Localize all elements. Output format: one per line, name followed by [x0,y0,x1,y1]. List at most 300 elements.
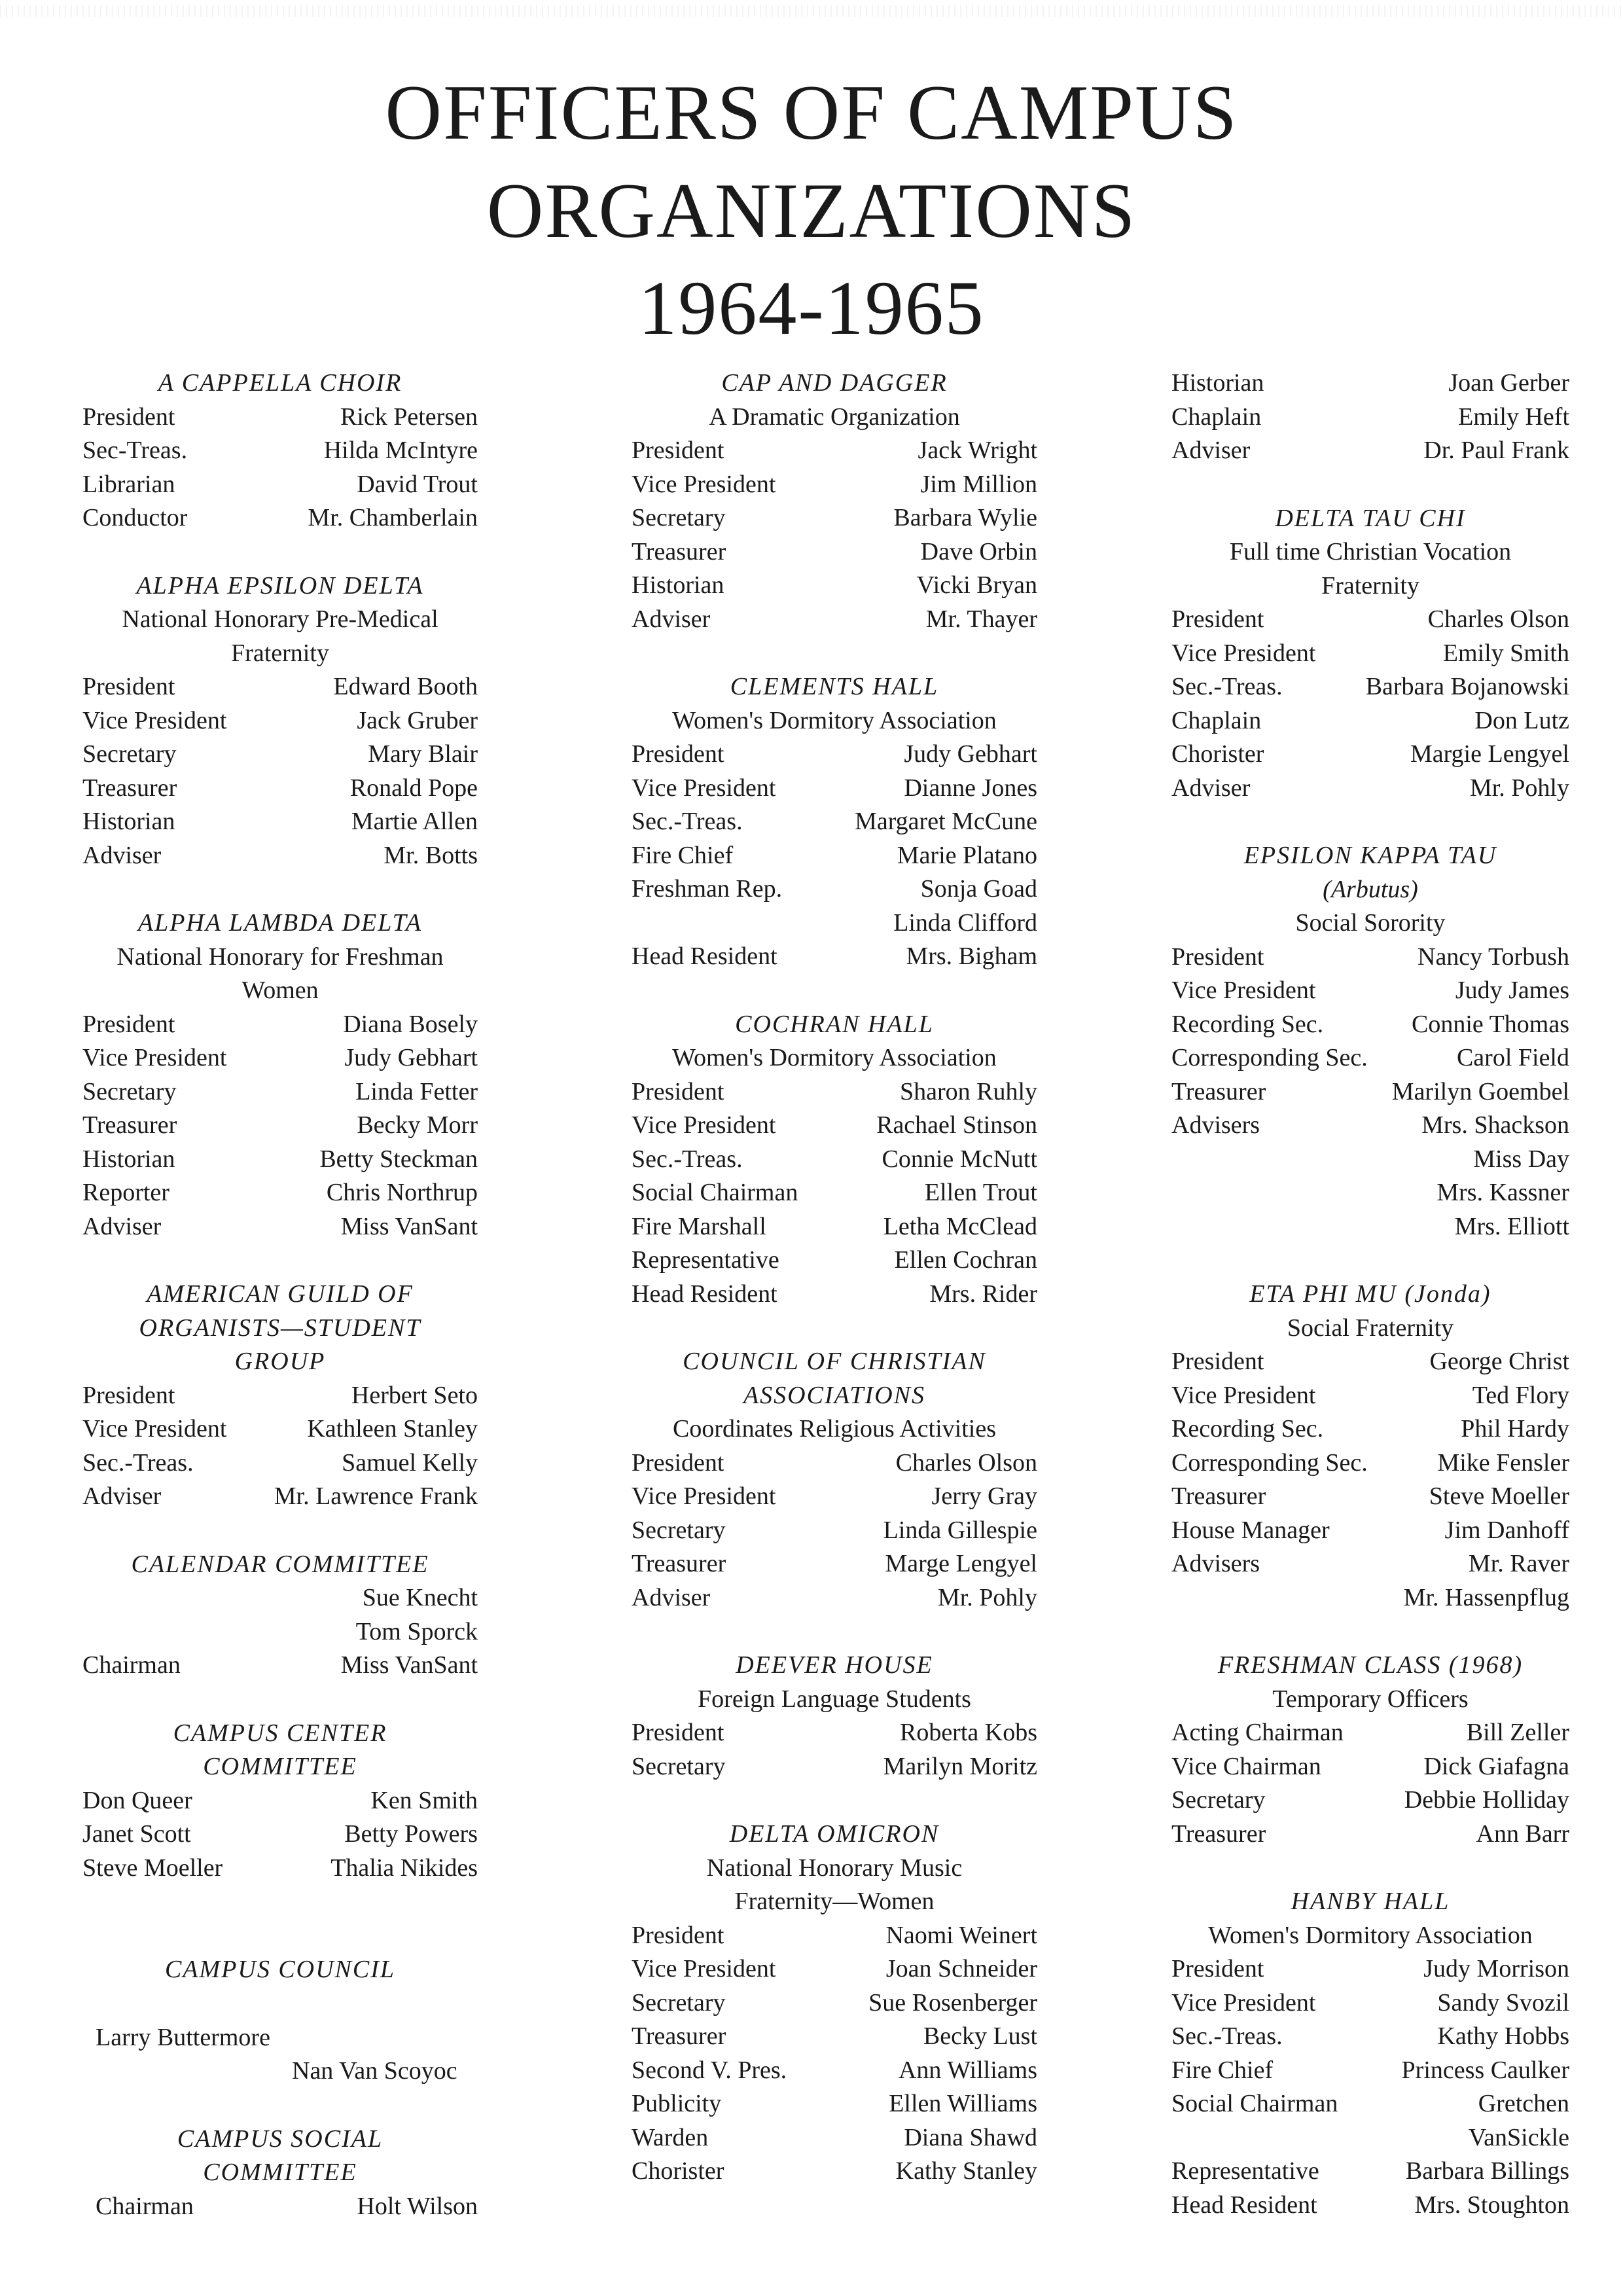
officer-row [82,1615,478,1649]
officer-role: Adviser [632,605,711,633]
org-description: Fraternity [1321,571,1419,600]
officer-row [1171,1143,1569,1177]
officer-role: President [82,673,175,700]
officer-name: Barbara Billings [1405,2157,1569,2185]
officer-name: Betty Powers [344,1820,478,1848]
officer-row [632,1446,1037,1480]
org-campus-center-committee [82,1717,478,1886]
org-campus-council [82,1953,478,2089]
officer-name: Marie Platano [897,841,1037,869]
org-description: National Honorary Pre-Medical [122,605,438,633]
officer-name: Ann Barr [1476,1820,1569,1848]
org-heading: ORGANISTS—STUDENT [139,1314,421,1342]
member-name: Larry Buttermore [96,2023,270,2051]
officer-role: Adviser [1171,437,1251,464]
officer-row [632,1547,1037,1581]
officer-name: Joan Gerber [1448,369,1569,397]
officer-row [1171,637,1569,671]
officer-row [632,1244,1037,1278]
officer-row [632,1581,1037,1615]
officer-role: Treasurer [632,1550,726,1577]
officer-name: Betty Steckman [319,1145,478,1173]
officer-name: VanSickle [1468,2123,1569,2151]
officer-name: Rachael Stinson [876,1111,1037,1139]
org-alpha-epsilon-delta [82,569,478,873]
officer-row [82,468,478,502]
page-title-line1: OFFICERS OF CAMPUS [385,69,1238,156]
officer-role: Treasurer [1171,1820,1266,1848]
officer-name: Holt Wilson [357,2192,478,2220]
officer-role: Sec.-Treas. [1171,2022,1283,2050]
officer-role: Acting Chairman [1171,1719,1344,1746]
officer-row [632,1750,1037,1784]
page-title-line2: ORGANIZATIONS [486,167,1137,254]
org-cap-and-dagger [632,367,1037,636]
scan-artifact [0,5,1623,17]
officer-role: President [82,1381,175,1409]
org-description: Women's Dormitory Association [672,1044,997,1071]
officer-role: Representative [632,1246,779,1274]
org-delta-omicron [632,1818,1037,2189]
org-eta-phi-mu [1171,1278,1569,1615]
officer-name: Rick Petersen [340,403,478,431]
officer-role: Chaplain [1171,403,1262,431]
officer-role: Vice President [1171,1988,1316,2017]
officer-name: Ellen Cochran [894,1246,1037,1274]
officer-role: Recording Sec. [1171,1010,1324,1038]
officer-name: Samuel Kelly [342,1448,478,1477]
officer-role: Vice President [82,1044,227,1071]
officer-row [632,2121,1037,2155]
officer-role: Adviser [632,1583,711,1611]
officer-row [632,1952,1037,1986]
officer-row [82,1412,478,1446]
officer-role: Head Resident [632,1280,777,1308]
org-heading: CAMPUS CENTER [173,1719,387,1747]
officer-row [1171,670,1569,704]
officer-row [82,1176,478,1210]
officer-role: Advisers [1171,1111,1260,1139]
officer-name: Kathy Stanley [895,2157,1037,2185]
officer-row [1171,1210,1569,1244]
officer-role: Historian [82,1145,175,1173]
officer-row [82,1210,478,1244]
org-freshman-class [1171,1649,1569,1851]
officer-name: Dianne Jones [904,774,1037,802]
org-description: Women's Dormitory Association [672,706,997,734]
officer-row [1171,974,1569,1008]
officer-role: Representative [1171,2157,1319,2185]
officer-name: Mr. Hassenpflug [1403,1583,1569,1611]
officer-role: Fire Chief [1171,2056,1274,2084]
officer-name: Mary Blair [368,740,478,768]
officer-row [82,1581,478,1615]
officer-row [632,940,1037,974]
org-heading: A CAPPELLA CHOIR [158,369,402,397]
officer-row [1171,1986,1569,2020]
officer-role: Sec.-Treas. [82,1448,194,1477]
officer-name: Sonja Goad [920,875,1037,903]
officer-name: Sue Knecht [362,1584,478,1611]
officer-role: Fire Marshall [632,1212,766,1240]
officer-role: Corresponding Sec. [1171,1448,1368,1477]
officer-role: Adviser [82,1482,162,1510]
org-description: Fraternity—Women [734,1888,935,1915]
officer-row [1171,2189,1569,2223]
org-description: Social Fraternity [1287,1314,1454,1342]
officer-role: Advisers [1171,1550,1260,1577]
officer-role: Historian [1171,369,1264,397]
officer-role: Librarian [82,470,175,498]
officer-name: Diana Shawd [904,2123,1037,2151]
officer-row [1171,434,1569,468]
officer-name: Becky Morr [357,1111,478,1139]
org-heading: FRESHMAN CLASS (1968) [1217,1651,1524,1679]
officer-name: Bill Zeller [1466,1719,1569,1746]
officer-name: Thalia Nikides [330,1854,478,1882]
officer-role: Treasurer [82,1111,177,1139]
officer-name: Kathy Hobbs [1437,2022,1569,2050]
officer-row [82,1649,478,1683]
officer-row [82,772,478,806]
org-heading: CALENDAR COMMITTEE [131,1550,429,1578]
officer-role: Chairman [96,2192,194,2220]
officer-row [632,1143,1037,1177]
org-alpha-lambda-delta [82,906,478,1244]
officer-name: Mr. Lawrence Frank [274,1482,478,1510]
officer-row [1171,1041,1569,1075]
org-description: A Dramatic Organization [709,403,960,431]
org-clements-hall [632,670,1037,974]
org-description: Women [241,977,319,1004]
officer-name: Judy Gebhart [344,1044,478,1071]
officer-role: Vice Chairman [1171,1752,1321,1780]
officer-row [632,1210,1037,1244]
officer-name: Naomi Weinert [885,1921,1037,1949]
officer-row [632,603,1037,637]
officer-row [1171,1446,1569,1480]
officer-name: Linda Fetter [355,1077,478,1105]
officer-name: Letha McClead [883,1212,1037,1240]
officer-name: Marilyn Goembel [1391,1077,1569,1105]
officer-role: Chairman [82,1651,181,1679]
officer-row [82,1143,478,1177]
officer-name: Dick Giafagna [1423,1752,1569,1780]
officer-name: Emily Heft [1458,403,1569,431]
officer-name: Linda Gillespie [883,1516,1037,1544]
officer-role: Treasurer [1171,1077,1266,1105]
officer-name: Linda Clifford [893,908,1037,937]
officer-row [632,434,1037,468]
officer-row [1171,772,1569,806]
officer-row [1171,1952,1569,1986]
officer-name: Gretchen [1478,2090,1569,2117]
officer-name: Charles Olson [895,1448,1037,1477]
officer-row [1171,1176,1569,1210]
officer-role: Sec.-Treas. [632,1145,743,1173]
officer-row [1171,1547,1569,1581]
officer-name: Jerry Gray [931,1482,1037,1510]
officer-name: Mrs. Bigham [906,942,1037,970]
officer-row [632,1514,1037,1548]
org-heading: DEEVER HOUSE [736,1651,933,1679]
officer-role: Sec.-Treas. [1171,673,1283,700]
officer-row [82,1041,478,1075]
officer-role: President [1171,1955,1264,1982]
officer-name: Emily Smith [1442,639,1569,667]
officer-role: Chorister [632,2157,724,2185]
officer-role: Vice President [632,1482,776,1510]
officer-row [1171,367,1569,401]
officer-role: Social Chairman [632,1179,798,1206]
officer-row [82,1075,478,1109]
column-1 [82,367,478,2257]
officer-name: Martie Allen [351,808,478,835]
officer-name: Mr. Botts [383,841,478,869]
officer-row [1171,1379,1569,1413]
officer-row [1171,1750,1569,1784]
officer-role: Vice President [632,1111,776,1139]
org-description: Women's Dormitory Association [1208,1921,1533,1949]
org-delta-omicron-continued [1171,367,1569,468]
org-calendar-committee [82,1548,478,1683]
officer-role: Treasurer [632,537,726,565]
column-3 [1171,367,1569,2256]
officer-role: Secretary [632,1988,726,2017]
officer-role: Vice President [82,1415,227,1443]
officer-role: Social Chairman [1171,2090,1338,2117]
org-description: Fraternity [231,639,329,667]
officer-row [1171,738,1569,772]
officer-row [632,805,1037,839]
officer-role: Treasurer [1171,1482,1266,1510]
officer-row [632,569,1037,603]
org-heading: ASSOCIATIONS [743,1381,926,1409]
officer-name: Mrs. Rider [929,1280,1037,1308]
column-2 [632,367,1037,2223]
org-council-of-christian-associations [632,1345,1037,1615]
officer-row [632,2155,1037,2189]
officer-name: Connie McNutt [882,1145,1037,1173]
org-description: Temporary Officers [1272,1685,1469,1713]
officer-row [82,501,478,535]
member-name: Nan Van Scoyoc [292,2057,457,2085]
officer-name: Judy James [1455,977,1569,1004]
officer-row [82,1379,478,1413]
officer-role: Recording Sec. [1171,1415,1324,1443]
officer-role: President [632,437,724,464]
officer-row [1171,1075,1569,1109]
officer-row [82,805,478,839]
officer-role: Janet Scott [82,1820,191,1848]
officer-role: President [632,740,724,768]
officer-role: Vice President [632,774,776,802]
officer-row [1171,1716,1569,1750]
officer-name: Miss Day [1473,1145,1569,1173]
officer-row [82,839,478,873]
officer-role: President [632,1719,724,1746]
org-heading: COMMITTEE [203,1753,357,1780]
org-american-guild-of-organists [82,1278,478,1514]
officer-role: Chaplain [1171,706,1262,734]
officer-name: Mrs. Stoughton [1414,2191,1569,2219]
officer-name: Connie Thomas [1411,1010,1569,1038]
officer-name: Jim Million [920,470,1037,498]
officer-row [632,468,1037,502]
officer-role: Secretary [632,1752,726,1780]
officer-name: Ken Smith [370,1786,478,1814]
org-alias: (Arbutus) [1323,875,1418,903]
officer-row [1171,2054,1569,2088]
officer-role: Historian [632,571,724,599]
officer-role: Steve Moeller [82,1854,223,1882]
officer-name: Princess Caulker [1401,2056,1569,2084]
org-heading: COUNCIL OF CHRISTIAN [683,1348,986,1375]
officer-row [82,1784,478,1818]
officer-role: Chorister [1171,740,1264,768]
officer-row [82,670,478,704]
officer-role: Secretary [82,1077,177,1105]
org-description: Coordinates Religious Activities [673,1415,996,1443]
org-hanby-hall [1171,1885,1569,2222]
officer-role: Adviser [82,841,162,869]
officer-role: Sec-Treas. [82,437,188,464]
org-heading: CAP AND DAGGER [721,369,948,397]
officer-row [632,738,1037,772]
officer-role: President [82,403,175,431]
officer-name: Don Lutz [1474,706,1569,734]
officer-row [82,1109,478,1143]
officer-row [1171,941,1569,975]
officer-name: Ellen Trout [924,1179,1037,1206]
officer-name: Mrs. Shackson [1421,1111,1569,1139]
officer-row [1171,1412,1569,1446]
officer-role: Adviser [1171,774,1251,802]
officer-name: Ronald Pope [349,774,478,802]
officer-role: President [1171,942,1264,971]
officer-role: Freshman Rep. [632,875,783,903]
officer-row [1171,2121,1569,2155]
officer-name: Jack Wright [918,437,1037,464]
org-cochran-hall [632,1008,1037,1312]
officer-row [1171,1345,1569,1379]
officer-name: Dr. Paul Frank [1423,437,1569,464]
officer-name: George Christ [1429,1348,1569,1375]
officer-role: Secretary [632,504,726,531]
officer-row [1171,704,1569,738]
officer-name: Mr. Pohly [1469,774,1569,802]
officer-row [632,839,1037,873]
officer-role: Vice President [1171,977,1316,1004]
officer-name: Mrs. Kassner [1436,1179,1569,1206]
officer-role: Vice President [1171,1381,1316,1409]
org-heading: GROUP [234,1348,326,1375]
officer-role: Secretary [632,1516,726,1544]
officer-role: Sec.-Treas. [632,808,743,835]
officer-role: Secretary [82,740,177,768]
officer-role: Publicity [632,2090,722,2117]
officer-role: Vice President [1171,639,1316,667]
org-description: Foreign Language Students [698,1685,971,1713]
officer-role: Historian [82,808,175,835]
officer-name: Diana Bosely [343,1010,478,1038]
officer-row [82,1852,478,1886]
officer-name: Marilyn Moritz [883,1752,1037,1780]
org-heading: COMMITTEE [203,2159,357,2186]
officer-row [1171,2155,1569,2189]
officer-role: President [632,1921,724,1949]
officer-name: Phil Hardy [1461,1415,1569,1443]
org-a-cappella-choir [82,367,478,535]
officer-row [632,772,1037,806]
officer-name: Margaret McCune [855,808,1037,835]
org-delta-tau-chi [1171,502,1569,806]
officer-name: Barbara Wylie [893,504,1037,531]
officer-row [82,401,478,435]
officer-name: Mr. Chamberlain [308,504,478,531]
officer-name: Becky Lust [923,2022,1037,2050]
officer-row [632,2020,1037,2054]
org-heading: DELTA OMICRON [729,1820,940,1848]
officer-name: Mr. Pohly [937,1583,1037,1611]
officer-role: Don Queer [82,1786,192,1814]
officer-name: Ellen Williams [889,2090,1037,2117]
officer-role: President [1171,605,1264,633]
officer-role: Reporter [82,1179,169,1206]
officer-name: Judy Gebhart [904,740,1037,768]
officer-row [632,1919,1037,1953]
officer-role: President [1171,1348,1264,1375]
officer-row [82,704,478,738]
org-heading: EPSILON KAPPA TAU [1243,842,1497,869]
org-heading: ETA PHI MU (Jonda) [1249,1280,1491,1308]
officer-role: President [632,1077,724,1105]
officer-name: Margie Lengyel [1410,740,1569,768]
officer-row [1171,1008,1569,1042]
officer-name: Debbie Holliday [1404,1786,1569,1814]
officer-role: Vice President [632,470,776,498]
officer-role: Adviser [82,1212,162,1240]
officer-role: Warden [632,2123,709,2151]
officer-row [82,1446,478,1480]
officer-name: Dave Orbin [920,537,1037,565]
officer-name: Barbara Bojanowski [1365,673,1569,700]
officer-row [632,1109,1037,1143]
officer-row [82,738,478,772]
officer-name: Jack Gruber [357,706,478,734]
org-epsilon-kappa-tau [1171,839,1569,1244]
officer-role: Treasurer [632,2022,726,2050]
officer-name: Charles Olson [1427,605,1569,633]
org-description: Social Sorority [1295,909,1446,937]
officer-name: Hilda McIntyre [323,437,478,464]
officer-row [1171,603,1569,637]
org-heading: DELTA TAU CHI [1275,504,1466,532]
officer-role: Conductor [82,504,188,531]
officer-name: Marge Lengyel [885,1550,1037,1577]
officer-row [1171,1514,1569,1548]
officer-name: Joan Schneider [885,1955,1037,1982]
officer-row [632,1278,1037,1312]
officer-name: Mr. Raver [1468,1550,1569,1577]
officer-role: Fire Chief [632,841,734,869]
officer-row [1171,1818,1569,1852]
officer-role: President [82,1010,175,1038]
officer-name: Sandy Svozil [1437,1988,1569,2017]
officer-name: Edward Booth [333,673,478,700]
officer-name: Roberta Kobs [899,1719,1037,1746]
officer-row [82,1818,478,1852]
